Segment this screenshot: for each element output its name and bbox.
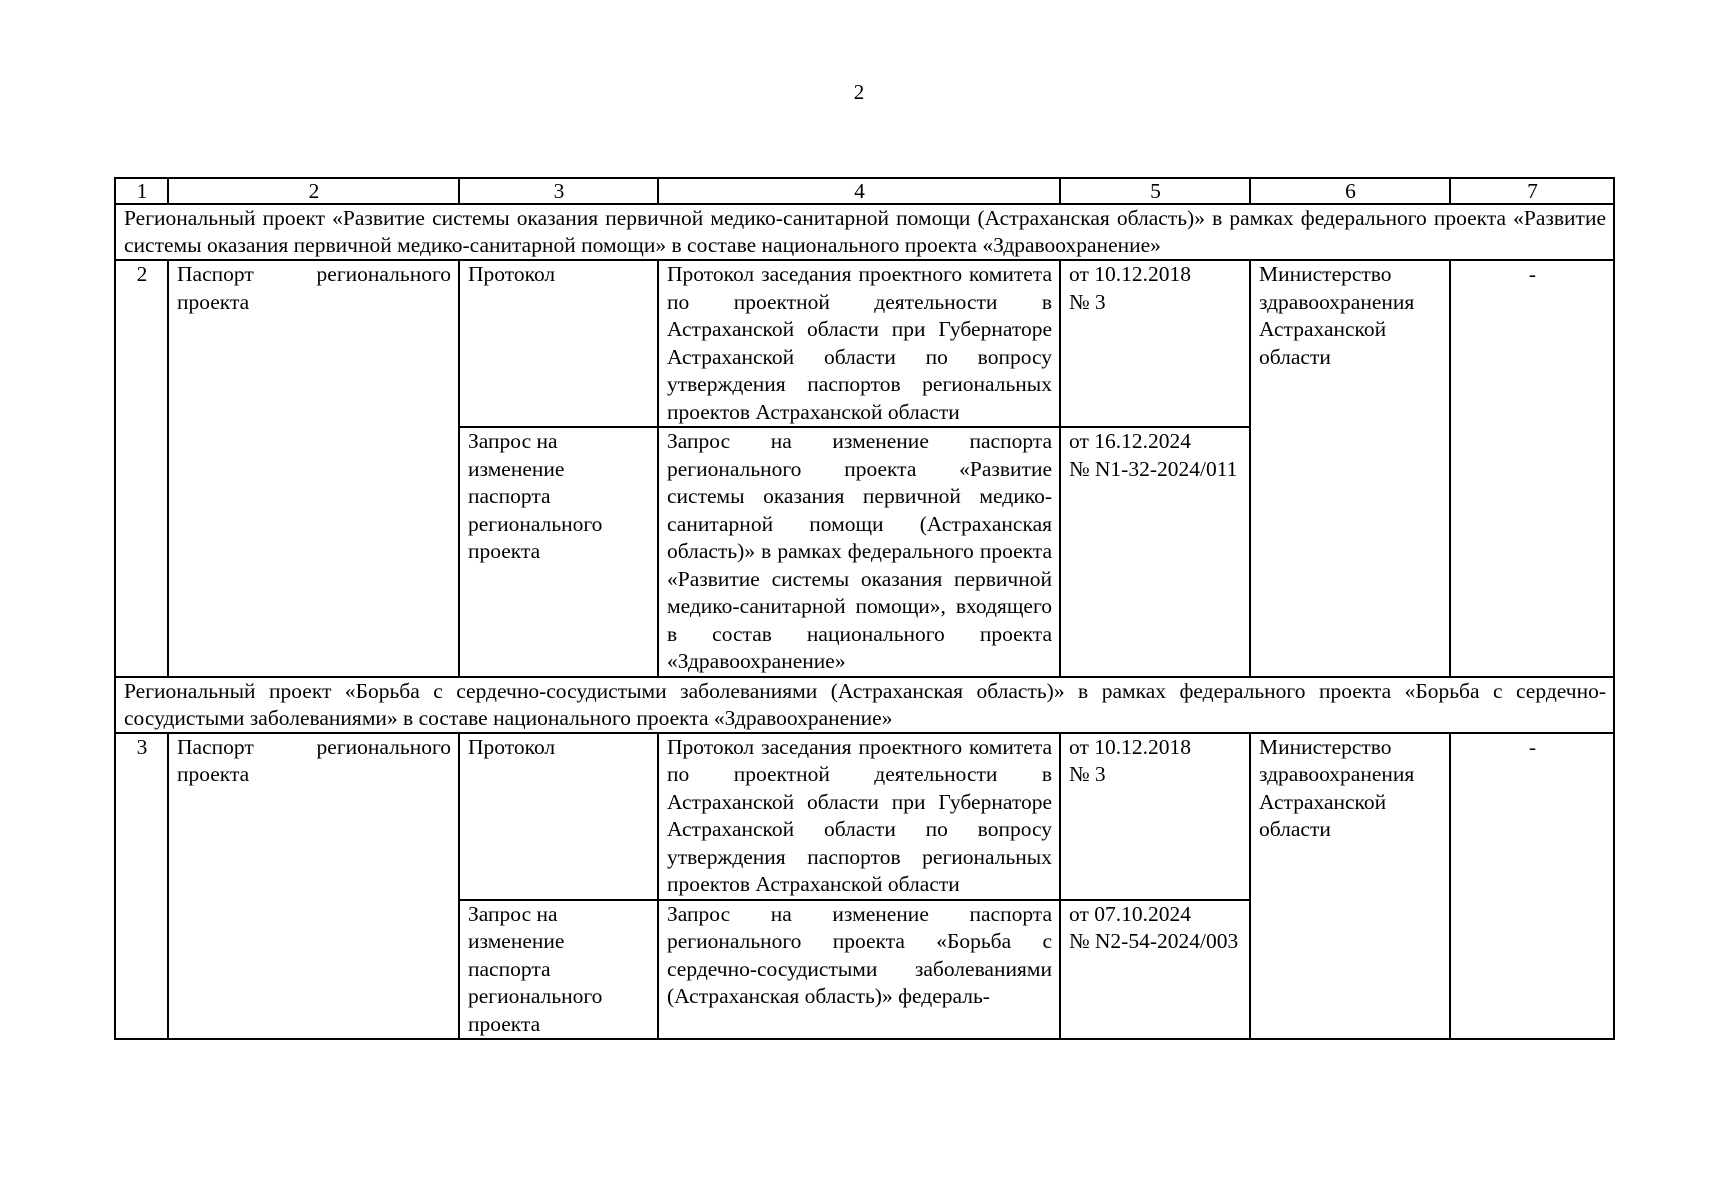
- section-title-row: [115, 677, 1614, 733]
- document-description: Протокол заседания проектного комитета по проектной деятельности в Астраханской области при Губернаторе Астраханской области по вопросу утверждения паспортов региональных проектов Астраханской области: [658, 733, 1060, 900]
- document-date: от 10.12.2018: [1069, 262, 1191, 286]
- column-7-value: -: [1450, 733, 1614, 1040]
- document-date: от 16.12.2024: [1069, 429, 1191, 453]
- document-number: № 3: [1069, 289, 1106, 314]
- document-requisites: [1060, 733, 1250, 900]
- row-number: 2: [115, 260, 168, 677]
- document-name: Паспорт регионального проекта: [168, 733, 459, 1040]
- document-date: от 10.12.2018: [1069, 734, 1191, 759]
- document-requisites: [1060, 427, 1250, 677]
- registry-table: [114, 177, 1615, 1040]
- section-title: Региональный проект «Борьба с сердечно-сосудистыми заболеваниями (Астраханская область)» в рамках федерального проекта «Борьба с сердечно-сосудистыми заболеваниями» в составе национального проекта «Здравоохранение»: [115, 677, 1614, 733]
- document-type: Запрос на изменение паспорта регионального проекта: [459, 427, 658, 677]
- column-header-1: 1: [115, 178, 168, 204]
- page-number: 2: [853, 80, 865, 104]
- document-type: Запрос на изменение паспорта регионального проекта: [459, 900, 658, 1040]
- document-name: Паспорт регионального проекта: [168, 260, 459, 677]
- responsible-body: Министерство здравоохранения Астраханской области: [1250, 260, 1450, 677]
- document-number: № N1-32-2024/011: [1069, 456, 1238, 481]
- document-description: Протокол заседания проектного комитета по проектной деятельности в Астраханской области при Губернаторе Астраханской области по вопросу утверждения паспортов региональных проектов Астраханской области: [658, 260, 1060, 427]
- document-number: № N2-54-2024/003: [1069, 929, 1239, 953]
- column-header-2: 2: [168, 178, 459, 204]
- table-row: [115, 260, 1614, 427]
- section-title-row: [115, 204, 1614, 260]
- document-date: от 07.10.2024: [1069, 901, 1191, 926]
- document-description: Запрос на изменение паспорта регионального проекта «Борьба с сердечно-сосудистыми заболеваниями (Астраханская область)» федераль-: [658, 900, 1060, 1040]
- column-7-value: -: [1450, 260, 1614, 677]
- column-header-5: 5: [1060, 178, 1250, 204]
- document-description: Запрос на изменение паспорта регионального проекта «Развитие системы оказания первичной медико-санитарной помощи (Астраханская область)» в рамках федерального проекта «Развитие системы оказания первичной медико-санитарной помощи», входящего в состав национального проекта «Здравоохранение»: [658, 427, 1060, 677]
- responsible-body: Министерство здравоохранения Астраханской области: [1250, 733, 1450, 1040]
- column-header-7: 7: [1450, 178, 1614, 204]
- document-requisites: [1060, 260, 1250, 427]
- document-type: Протокол: [459, 733, 658, 900]
- section-title: Региональный проект «Развитие системы оказания первичной медико-санитарной помощи (Астраханская область)» в рамках федерального проекта «Развитие системы оказания первичной медико-санитарной помощи» в составе национального проекта «Здравоохранение»: [115, 204, 1614, 260]
- document-requisites: [1060, 900, 1250, 1040]
- column-header-4: 4: [658, 178, 1060, 204]
- document-number: № 3: [1069, 762, 1106, 786]
- column-number-row: [115, 178, 1614, 204]
- column-header-3: 3: [459, 178, 658, 204]
- row-number: 3: [115, 733, 168, 1040]
- document-type: Протокол: [459, 260, 658, 427]
- column-header-6: 6: [1250, 178, 1450, 204]
- table-row: [115, 733, 1614, 900]
